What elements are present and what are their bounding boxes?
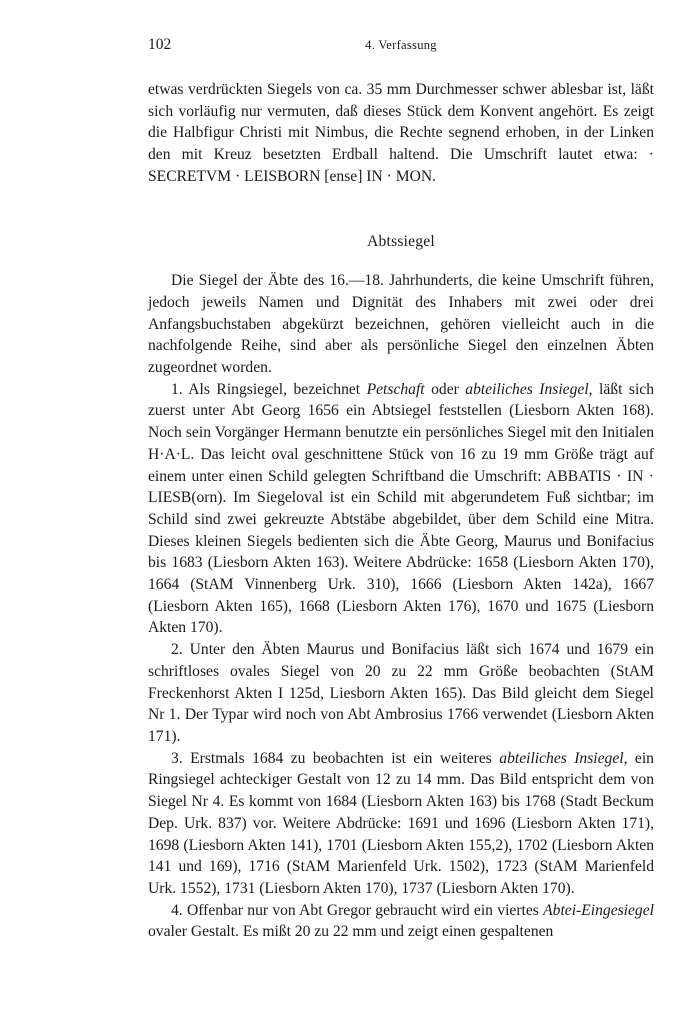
italic-term: Petschaft — [366, 380, 425, 398]
paragraph-seal-3 — [148, 748, 654, 900]
page-number: 102 — [148, 36, 172, 53]
paragraph-seal-2: 2. Unter den Äbten Maurus und Bonifacius läßt sich 1674 und 1679 ein schriftloses ovales Siegel von 20 zu 22 mm Größe beobachten (StAM Freckenhorst Akten I 125d, Liesborn Akten 165). Das Bild gleicht dem Siegel Nr 1. Der Typar wird noch von Abt Ambrosius 1766 verwendet (Liesborn Akten 171). — [148, 641, 654, 745]
paragraph-seal-1 — [148, 379, 654, 639]
text-run: 4. Offenbar nur von Abt Gregor gebraucht wird ein viertes — [171, 901, 544, 919]
text-run: ovaler Gestalt. Es mißt 20 zu 22 mm und zeigt einen gespaltenen — [148, 923, 554, 941]
page-header — [148, 34, 654, 56]
body-text — [148, 79, 654, 943]
paragraph-seal-4 — [148, 900, 654, 943]
paragraph-intro: Die Siegel der Äbte des 16.—18. Jahrhunderts, die keine Umschrift führen, jedoch jeweils Namen und Dignität des Inhabers mit zwei oder drei Anfangsbuchstaben abgekürzt bezeichnen, gehören vielleicht auch in die nachfolgende Reihe, sind aber als persönliche Siegel den einzelnen Äbten zugeordnet worden. — [148, 272, 654, 377]
text-run: , ein Ringsiegel achteckiger Gestalt von 12 zu 14 mm. Das Bild entspricht dem von Siegel Nr 4. Es kommt von 1684 (Liesborn Akten 163) bis 1768 (Stadt Beckum Dep. Urk. 837) vor. Weitere Abdrücke: 1691 und 1696 (Liesborn Akten 171), 1698 (Liesborn Akten 141), 1701 (Liesborn Akten 155,2), 1702 (Liesborn Akten 141 und 169), 1716 (StAM Marienfeld Urk. 1502), 1723 (StAM Marienfeld Urk. 1552), 1731 (Liesborn Akten 170), 1737 (Liesborn Akten 170). — [148, 749, 654, 897]
text-run: , läßt sich zuerst unter Abt Georg 1656 ein Abtsiegel feststellen (Liesborn Akten 168). Noch sein Vorgänger Hermann benutzte ein persönliches Siegel mit den Initialen H·A·L. Das leicht oval geschnittene Stück von 16 zu 19 mm Größe trägt auf einem unter einen Schild gelegten Schriftband die Umschrift: ABBATIS · IN · LIESB(orn). Im Siegeloval ist ein Schild mit abgerundetem Fuß sichtbar; im Schild sind zwei gekreuzte Abtstäbe abgebildet, über dem Schild eine Mitra. Dieses kleinen Siegels bedienten sich die Äbte Georg, Maurus und Bonifacius bis 1683 (Liesborn Akten 163). Weitere Abdrücke: 1658 (Liesborn Akten 170), 1664 (StAM Vinnenberg Urk. 310), 1666 (Liesborn Akten 142a), 1667 (Liesborn Akten 165), 1668 (Liesborn Akten 176), 1670 und 1675 (Liesborn Akten 170). — [148, 380, 654, 637]
section-title: Abtssiegel — [367, 232, 435, 250]
italic-term: abteiliches Insiegel — [465, 380, 589, 398]
text-run: 3. Erstmals 1684 zu beobachten ist ein weiteres — [171, 749, 500, 767]
running-head: 4. Verfassung — [365, 38, 437, 52]
text-run: oder — [424, 380, 466, 398]
italic-term: abteiliches Insiegel — [499, 749, 624, 767]
text-run: 1. Als Ringsiegel, bezeichnet — [171, 380, 367, 398]
italic-term: Abtei-Eingesiegel — [543, 901, 654, 919]
paragraph-continued: etwas verdrückten Siegels von ca. 35 mm Durchmesser schwer ablesbar ist, läßt sich vorläufig nur vermuten, daß dieses Stück dem Konvent angehört. Es zeigt die Halbfigur Christi mit Nimbus, die Rechte segnend erhoben, in der Linken den mit Kreuz besetzten Erdball haltend. Die Umschrift lautet etwa: · SECRETVM · LEISBORN [ense] IN · MON. — [148, 81, 654, 185]
book-page — [148, 34, 654, 943]
